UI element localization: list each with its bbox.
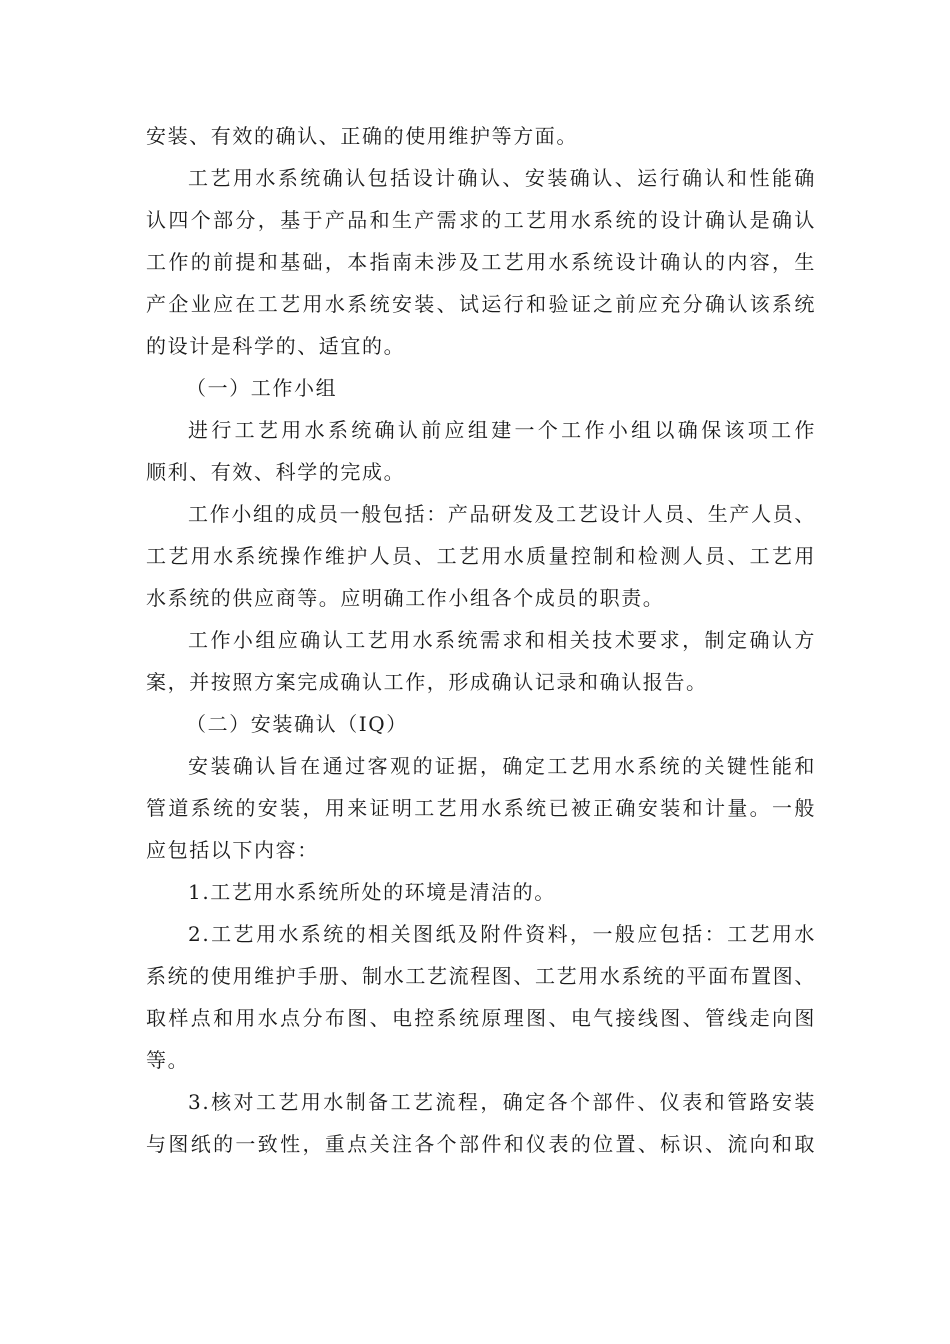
text-line: 等。	[146, 1048, 190, 1072]
section-heading: （二）安装确认（IQ）	[186, 712, 408, 736]
text-line: 产企业应在工艺用水系统安装、试运行和验证之前应充分确认该系统	[146, 292, 816, 316]
paragraph-first-line: 进行工艺用水系统确认前应组建一个工作小组以确保该项工作	[188, 418, 816, 442]
paragraph-first-line: 安装确认旨在通过客观的证据，确定工艺用水系统的关键性能和	[188, 754, 816, 778]
text-line: 与图纸的一致性，重点关注各个部件和仪表的位置、标识、流向和取	[146, 1132, 816, 1156]
section-heading: （一）工作小组	[186, 376, 338, 400]
text-line: 的设计是科学的、适宜的。	[146, 334, 406, 358]
text-line: 工艺用水系统操作维护人员、工艺用水质量控制和检测人员、工艺用	[146, 544, 816, 568]
text-line: 认四个部分，基于产品和生产需求的工艺用水系统的设计确认是确认	[146, 208, 816, 232]
text-line: 管道系统的安装，用来证明工艺用水系统已被正确安装和计量。一般	[146, 796, 816, 820]
paragraph-first-line: 工作小组的成员一般包括：产品研发及工艺设计人员、生产人员、	[188, 502, 816, 526]
text-line: 案，并按照方案完成确认工作，形成确认记录和确认报告。	[146, 670, 708, 694]
paragraph-first-line: 工艺用水系统确认包括设计确认、安装确认、运行确认和性能确	[188, 166, 816, 190]
text-line: 取样点和用水点分布图、电控系统原理图、电气接线图、管线走向图	[146, 1006, 816, 1030]
paragraph-first-line: 工作小组应确认工艺用水系统需求和相关技术要求，制定确认方	[188, 628, 816, 652]
text-line: 工作的前提和基础，本指南未涉及工艺用水系统设计确认的内容，生	[146, 250, 816, 274]
text-line: 安装、有效的确认、正确的使用维护等方面。	[146, 124, 578, 148]
text-line: 应包括以下内容：	[146, 838, 319, 862]
text-line: 顺利、有效、科学的完成。	[146, 460, 406, 484]
text-line: 系统的使用维护手册、制水工艺流程图、工艺用水系统的平面布置图、	[146, 964, 816, 988]
list-item: 2.工艺用水系统的相关图纸及附件资料，一般应包括：工艺用水	[188, 922, 816, 946]
list-item: 1.工艺用水系统所处的环境是清洁的。	[188, 880, 556, 904]
list-item: 3.核对工艺用水制备工艺流程，确定各个部件、仪表和管路安装	[188, 1090, 816, 1114]
text-line: 水系统的供应商等。应明确工作小组各个成员的职责。	[146, 586, 665, 610]
